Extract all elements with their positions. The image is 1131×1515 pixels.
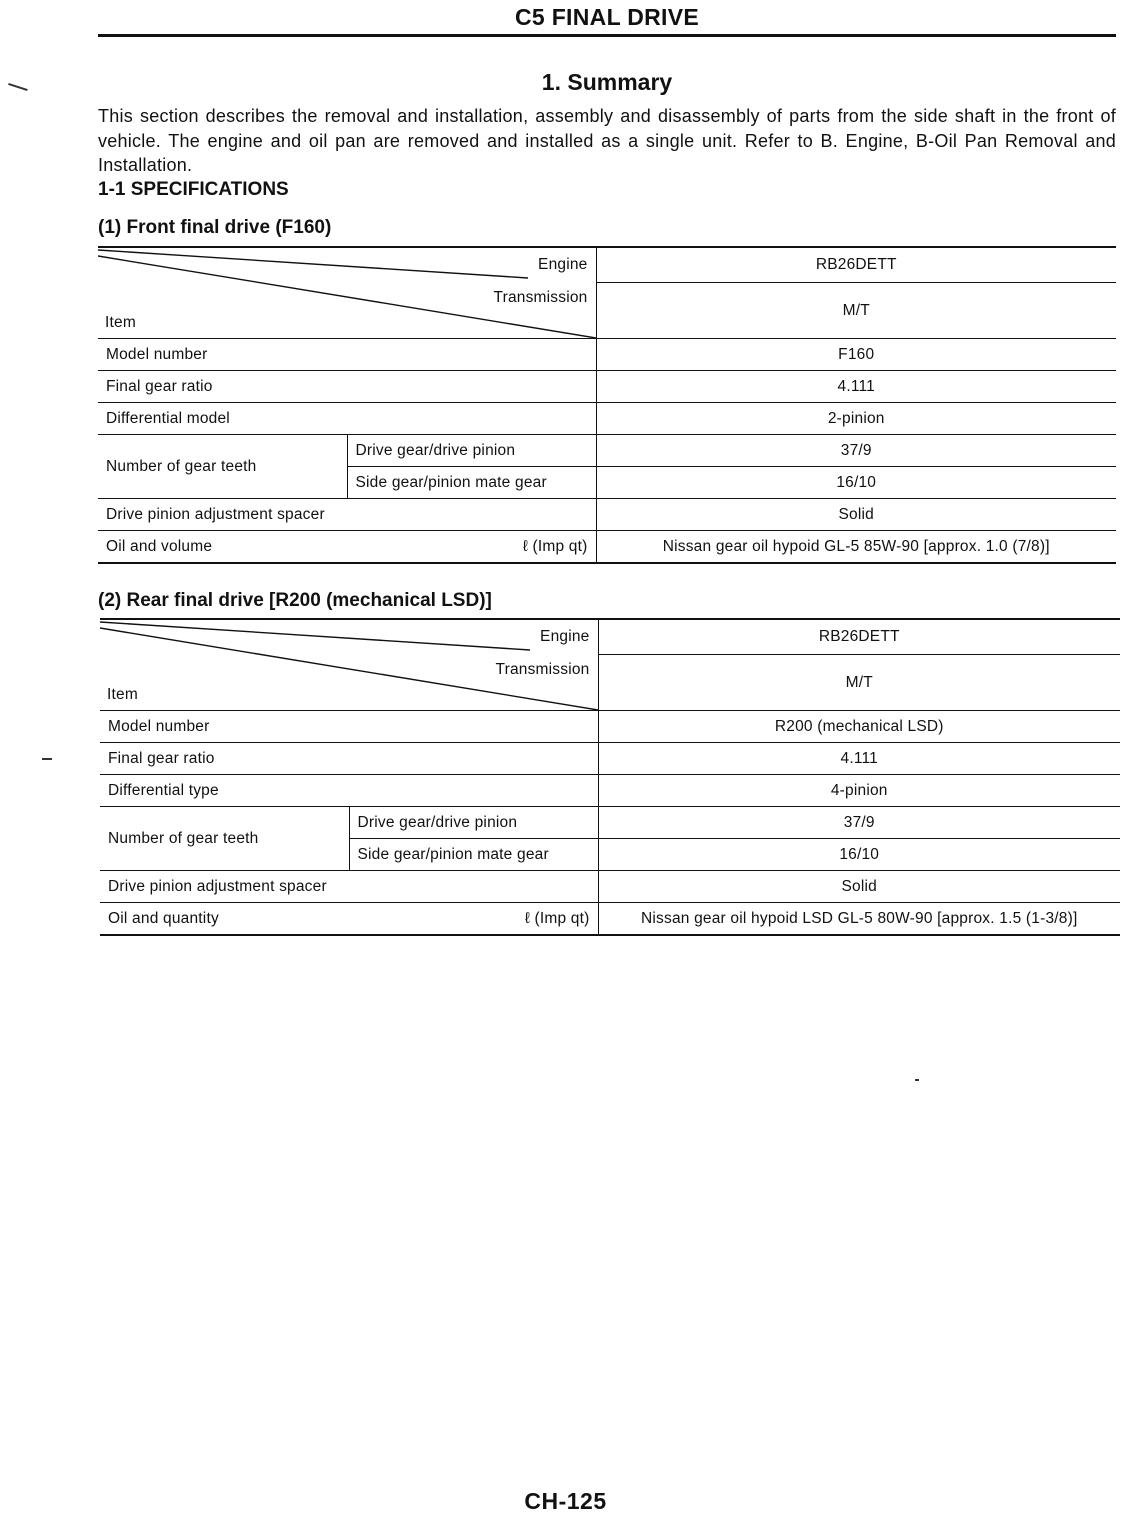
rear-spec-table	[100, 618, 1120, 936]
oil-unit: ℓ (Imp qt)	[522, 537, 588, 555]
drive-gear-value: 37/9	[596, 435, 1116, 467]
final-gear-ratio-value: 4.111	[596, 371, 1116, 403]
oil-value: Nissan gear oil hypoid GL-5 85W-90 [approx. 1.0 (7/8)]	[596, 531, 1116, 564]
oil-value: Nissan gear oil hypoid LSD GL-5 80W-90 [approx. 1.5 (1-3/8)]	[598, 903, 1120, 936]
intro-paragraph: This section describes the removal and installation, assembly and disassembly of parts from the side shaft in the front of vehicle. The engine and oil pan are removed and installed as a single unit. Refer to B. Engine, B-Oil Pan Removal and Installation.	[98, 106, 1116, 175]
model-number-value: R200 (mechanical LSD)	[598, 711, 1120, 743]
side-gear-label: Side gear/pinion mate gear	[347, 467, 596, 499]
table-row	[98, 247, 1116, 283]
spacer-value: Solid	[596, 499, 1116, 531]
spacer-label: Drive pinion adjustment spacer	[100, 871, 598, 903]
transmission-value: M/T	[596, 283, 1116, 339]
oil-label-cell	[98, 531, 596, 564]
table-row	[100, 711, 1120, 743]
engine-header: Engine	[540, 628, 590, 645]
table-row	[98, 403, 1116, 435]
table-row	[98, 435, 1116, 467]
table-row	[100, 743, 1120, 775]
model-number-label: Model number	[98, 339, 596, 371]
drive-gear-value: 37/9	[598, 807, 1120, 839]
side-gear-value: 16/10	[598, 839, 1120, 871]
page-header	[98, 0, 1116, 37]
differential-label: Differential model	[98, 403, 596, 435]
table-row	[98, 371, 1116, 403]
table-row	[100, 775, 1120, 807]
table-row	[100, 807, 1120, 839]
table-row	[100, 619, 1120, 655]
differential-label: Differential type	[100, 775, 598, 807]
transmission-value: M/T	[598, 655, 1120, 711]
side-gear-label: Side gear/pinion mate gear	[349, 839, 598, 871]
table-row	[98, 531, 1116, 564]
item-header: Item	[107, 686, 138, 703]
oil-label: Oil and quantity	[108, 909, 219, 927]
scan-mark	[8, 83, 27, 91]
gear-teeth-label: Number of gear teeth	[98, 435, 347, 499]
engine-header: Engine	[538, 256, 588, 273]
specifications-heading: 1-1 SPECIFICATIONS	[98, 179, 289, 200]
model-number-value: F160	[596, 339, 1116, 371]
table-row	[98, 499, 1116, 531]
table-row	[98, 339, 1116, 371]
differential-value: 4-pinion	[598, 775, 1120, 807]
header-corner-cell	[98, 247, 596, 339]
scan-mark	[915, 1079, 919, 1081]
scan-mark	[42, 758, 52, 760]
differential-value: 2-pinion	[596, 403, 1116, 435]
page-number: CH-125	[524, 1488, 607, 1514]
front-final-drive-heading: (1) Front final drive (F160)	[98, 217, 332, 238]
model-number-label: Model number	[100, 711, 598, 743]
item-header: Item	[105, 314, 136, 331]
drive-gear-label: Drive gear/drive pinion	[347, 435, 596, 467]
side-gear-value: 16/10	[596, 467, 1116, 499]
drive-gear-label: Drive gear/drive pinion	[349, 807, 598, 839]
page-title: C5 FINAL DRIVE	[515, 4, 699, 30]
spacer-value: Solid	[598, 871, 1120, 903]
oil-label-cell	[100, 903, 598, 936]
table-row	[100, 903, 1120, 936]
header-corner-cell	[100, 619, 598, 711]
oil-unit: ℓ (Imp qt)	[524, 909, 590, 927]
table-row	[100, 871, 1120, 903]
final-gear-ratio-label: Final gear ratio	[98, 371, 596, 403]
gear-teeth-label: Number of gear teeth	[100, 807, 349, 871]
transmission-header: Transmission	[495, 661, 590, 678]
final-gear-ratio-label: Final gear ratio	[100, 743, 598, 775]
oil-label: Oil and volume	[106, 537, 213, 555]
rear-final-drive-heading: (2) Rear final drive [R200 (mechanical LSD)]	[98, 590, 492, 611]
front-spec-table	[98, 246, 1116, 564]
engine-value: RB26DETT	[596, 247, 1116, 283]
final-gear-ratio-value: 4.111	[598, 743, 1120, 775]
transmission-header: Transmission	[493, 289, 588, 306]
spacer-label: Drive pinion adjustment spacer	[98, 499, 596, 531]
engine-value: RB26DETT	[598, 619, 1120, 655]
section-heading: 1. Summary	[541, 69, 673, 95]
